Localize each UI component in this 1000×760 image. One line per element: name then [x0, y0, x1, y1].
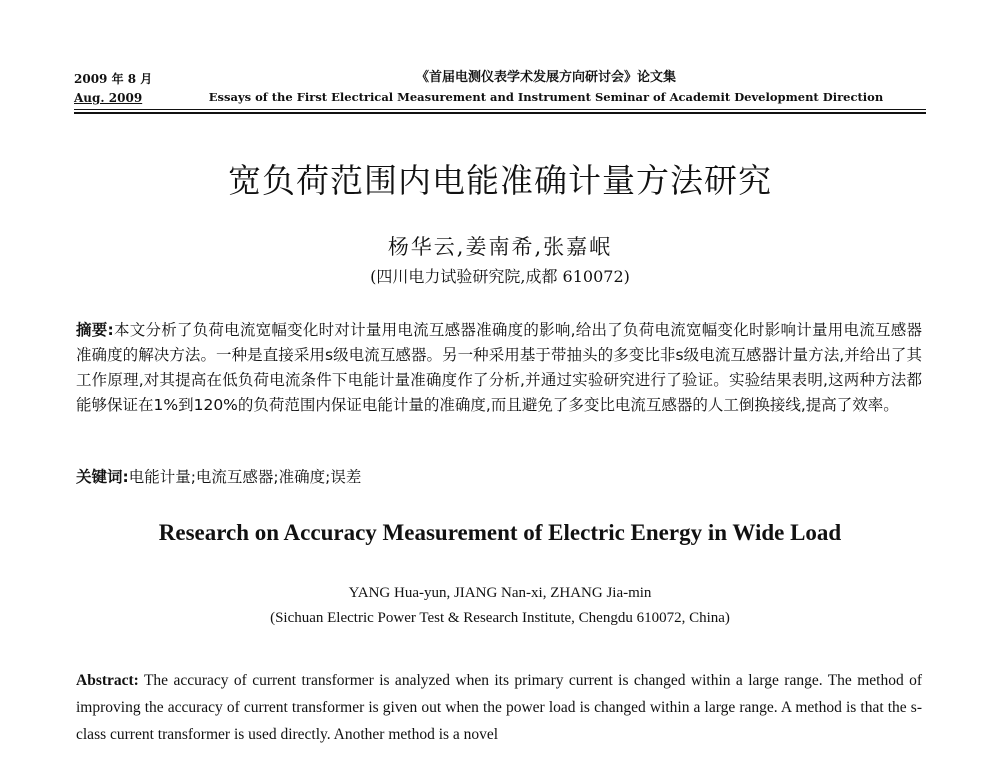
- abstract-label-en: Abstract:: [76, 672, 139, 689]
- keywords-text-cn: 电能计量;电流互感器;准确度;误差: [128, 468, 362, 486]
- header-date-cn: 2009 年 8 月: [74, 72, 153, 86]
- header-rule-thin: [74, 109, 926, 110]
- affiliation-en: (Sichuan Electric Power Test & Research Institute, Chengdu 610072, China): [270, 610, 730, 626]
- abstract-text-en: The accuracy of current transformer is analyzed when its primary current is changed within a large range. The method of improving the accuracy of current transformer is given out when the power load is changed within a large range. A method is that the s-class current transformer is used directly. Another method is a novel: [76, 672, 922, 743]
- paper-title-en: Research on Accuracy Measurement of Electric Energy in Wide Load: [158, 520, 842, 545]
- abstract-en: [76, 667, 922, 748]
- abstract-label-cn: 摘要:: [76, 321, 114, 339]
- paper-title-cn: 宽负荷范围内电能准确计量方法研究: [228, 161, 772, 200]
- affiliation-cn: (四川电力试验研究院,成都 610072): [370, 267, 630, 286]
- proceedings-title-en: Essays of the First Electrical Measurement and Instrument Seminar of Academit Development Direction: [208, 90, 884, 104]
- authors-en: YANG Hua-yun, JIANG Nan-xi, ZHANG Jia-min: [348, 585, 652, 601]
- keywords-label-cn: 关键词:: [76, 468, 129, 486]
- authors-cn: 杨华云,姜南希,张嘉岷: [387, 235, 613, 259]
- keywords-cn: [76, 465, 922, 487]
- abstract-cn: [76, 318, 922, 418]
- header-date-en: Aug. 2009: [74, 91, 143, 105]
- proceedings-title-cn: 《首届电测仪表学术发展方向研讨会》论文集: [415, 70, 676, 85]
- header-rule-thick: [74, 112, 926, 114]
- abstract-text-cn: 本文分析了负荷电流宽幅变化时对计量用电流互感器准确度的影响,给出了负荷电流宽幅变化时影响计量用电流互感器准确度的解决方法。一种是直接采用s级电流互感器。另一种采用基于带抽头的多变比非s级电流互感器计量方法,并给出了其工作原理,对其提高在低负荷电流条件下电能计量准确度作了分析,并通过实验研究进行了验证。实验结果表明,这两种方法都能够保证在1%到120%的负荷范围内保证电能计量的准确度,而且避免了多变比电流互感器的人工倒换接线,提高了效率。: [76, 321, 922, 414]
